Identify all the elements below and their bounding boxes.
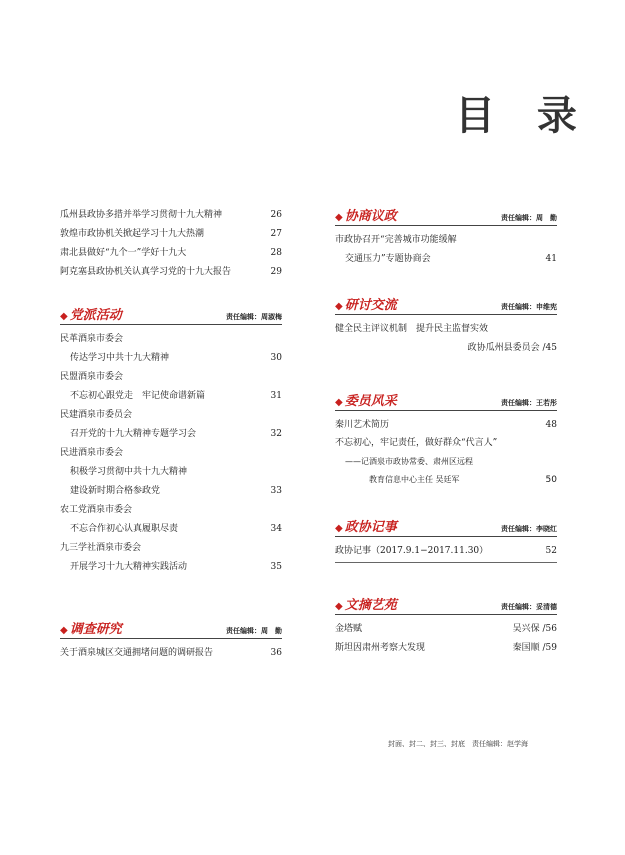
section-title: 党派活动 xyxy=(69,308,122,323)
divider xyxy=(335,562,557,563)
section-header xyxy=(335,296,557,315)
section-jishi xyxy=(335,518,557,563)
diamond-icon: ◆ xyxy=(60,625,68,636)
section-header xyxy=(60,620,282,639)
toc-entry[interactable]: 斯坦因肃州考察大发现 秦国顺 /59 xyxy=(335,643,557,653)
toc-entry[interactable]: 金塔赋 吴兴保 /56 xyxy=(335,624,557,634)
section-header xyxy=(335,392,557,411)
toc-entry[interactable]: 肃北县做好“九个一”学好十九大 28 xyxy=(60,248,282,258)
section-header xyxy=(60,306,282,325)
toc-entry[interactable]: 秦川艺术简历 48 xyxy=(335,420,557,430)
diamond-icon: ◆ xyxy=(335,397,343,408)
section-editor: 责任编辑：妥清德 xyxy=(501,603,557,611)
toc-entry[interactable]: 市政协召开“完善城市功能缓解 xyxy=(335,235,457,245)
section-editor: 责任编辑：李晓红 xyxy=(501,525,557,533)
section-title: 委员风采 xyxy=(344,394,397,409)
diamond-icon: ◆ xyxy=(335,523,343,534)
toc-entry[interactable]: 九三学社酒泉市委会 xyxy=(60,543,142,553)
diamond-icon: ◆ xyxy=(335,212,343,223)
section-editor: 责任编辑：王若彤 xyxy=(501,399,557,407)
toc-entry[interactable]: 交通压力”专题协商会 41 xyxy=(345,254,557,264)
toc-entry[interactable]: 教育信息中心主任 吴廷军 50 xyxy=(369,475,557,485)
section-title: 文摘艺苑 xyxy=(344,598,397,613)
section-dangpai xyxy=(60,306,282,575)
toc-entry[interactable]: 建设新时期合格参政党 33 xyxy=(70,486,282,496)
toc-entry[interactable]: 积极学习贯彻中共十九大精神 xyxy=(70,467,188,477)
section-editor: 责任编辑：周 勤 xyxy=(501,214,557,222)
section-title: 研讨交流 xyxy=(344,298,397,313)
diamond-icon: ◆ xyxy=(60,311,68,322)
page-title: 目 录 xyxy=(455,93,591,139)
toc-entry[interactable]: 民进酒泉市委会 xyxy=(60,448,124,458)
toc-entry[interactable]: 开展学习十九大精神实践活动 35 xyxy=(70,562,282,572)
section-diaocha xyxy=(60,620,282,661)
section-editor: 责任编辑：周淑梅 xyxy=(226,313,282,321)
section-editor: 责任编辑：周 勤 xyxy=(226,627,282,635)
toc-entry[interactable]: 政协瓜州县委员会 /45 xyxy=(467,343,557,353)
section-yantao xyxy=(335,296,557,356)
toc-entry[interactable]: 不忘初心，牢记责任，做好群众“代言人” xyxy=(335,438,498,448)
section-xieshang xyxy=(335,207,557,267)
section-weiyuan xyxy=(335,392,557,488)
section-header xyxy=(335,207,557,226)
section-title: 协商议政 xyxy=(344,209,397,224)
toc-entry[interactable]: 健全民主评议机制 提升民主监督实效 xyxy=(335,324,489,334)
toc-entry[interactable]: ——记酒泉市政协常委、肃州区远程 xyxy=(345,457,473,466)
diamond-icon: ◆ xyxy=(335,601,343,612)
toc-entry[interactable]: 关于酒泉城区交通拥堵问题的调研报告 36 xyxy=(60,648,282,658)
toc-entry[interactable]: 敦煌市政协机关掀起学习十九大热潮 27 xyxy=(60,229,282,239)
section-title: 调查研究 xyxy=(69,622,122,637)
section-header xyxy=(335,596,557,615)
footer-credit: 封面、封二、封三、封底 责任编辑：赵学海 xyxy=(388,740,528,748)
section-header xyxy=(335,518,557,537)
toc-entry[interactable]: 瓜州县政协多措并举学习贯彻十九大精神 26 xyxy=(60,210,282,220)
toc-entry[interactable]: 召开党的十九大精神专题学习会 32 xyxy=(70,429,282,439)
diamond-icon: ◆ xyxy=(335,301,343,312)
toc-entry[interactable]: 传达学习中共十九大精神 30 xyxy=(70,353,282,363)
toc-entry[interactable]: 农工党酒泉市委会 xyxy=(60,505,133,515)
toc-entry[interactable]: 不忘初心跟党走 牢记使命谱新篇 31 xyxy=(70,391,282,401)
toc-entry[interactable]: 不忘合作初心认真履职尽责 34 xyxy=(70,524,282,534)
toc-entry[interactable]: 民建酒泉市委员会 xyxy=(60,410,133,420)
toc-entry[interactable]: 民革酒泉市委会 xyxy=(60,334,124,344)
toc-entry[interactable]: 阿克塞县政协机关认真学习党的十九大报告 29 xyxy=(60,267,282,277)
toc-entry[interactable]: 民盟酒泉市委会 xyxy=(60,372,124,382)
left-column xyxy=(60,208,282,280)
section-editor: 责任编辑：申维宪 xyxy=(501,303,557,311)
section-title: 政协记事 xyxy=(344,520,397,535)
section-wenzhai xyxy=(335,596,557,656)
toc-entry[interactable]: 政协记事（2017.9.1−2017.11.30） 52 xyxy=(335,546,557,556)
